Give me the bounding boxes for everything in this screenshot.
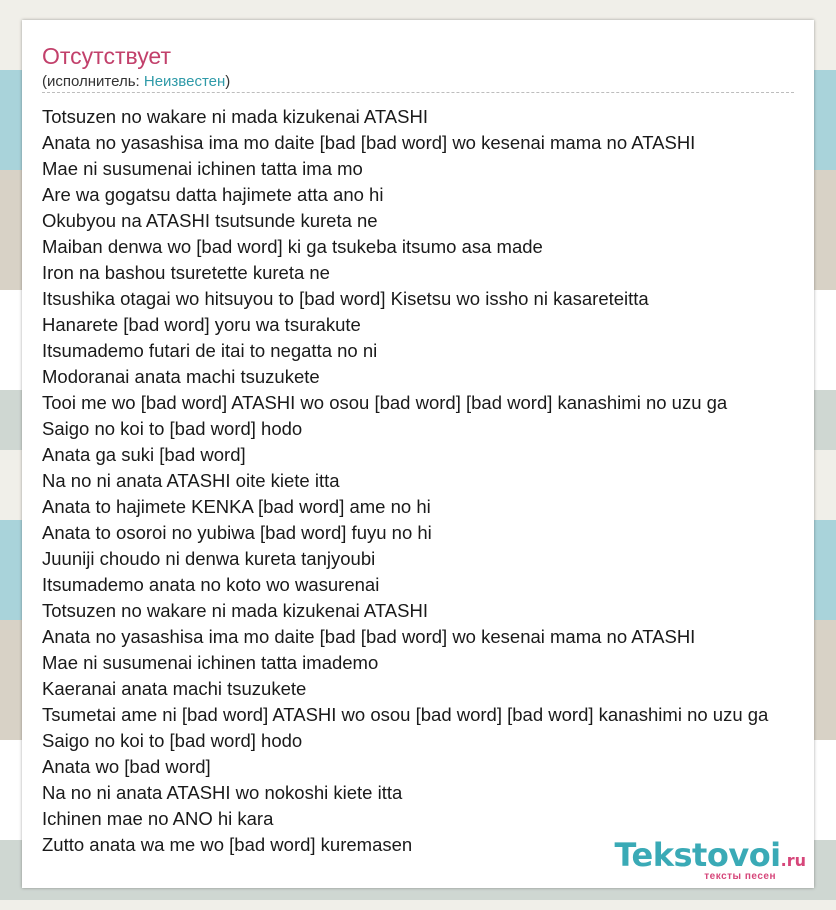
lyric-line: Tooi me wo [bad word] ATASHI wo osou [bad word] [bad word] kanashimi no uzu ga [42, 392, 728, 413]
lyric-line: Mae ni susumenai ichinen tatta imademo [42, 652, 379, 673]
header-divider [42, 92, 794, 93]
lyrics-text [42, 104, 768, 858]
lyric-line: Itsumademo anata no koto wo wasurenai [42, 574, 380, 595]
lyric-line: Iron na bashou tsuretette kureta ne [42, 262, 330, 283]
lyric-line: Kaeranai anata machi tsuzukete [42, 678, 307, 699]
lyric-line: Tsumetai ame ni [bad word] ATASHI wo osou [bad word] [bad word] kanashimi no uzu ga [42, 704, 769, 725]
lyric-line: Na no ni anata ATASHI wo nokoshi kiete itta [42, 782, 403, 803]
lyric-line: Anata to hajimete KENKA [bad word] ame no hi [42, 496, 431, 517]
lyric-line: Are wa gogatsu datta hajimete atta ano hi [42, 184, 384, 205]
site-logo[interactable] [601, 836, 806, 886]
artist-suffix: ) [225, 73, 231, 90]
artist-prefix: (исполнитель: [42, 73, 144, 90]
lyric-line: Mae ni susumenai ichinen tatta ima mo [42, 158, 363, 179]
lyric-line: Anata no yasashisa ima mo daite [bad [bad word] wo kesenai mama no ATASHI [42, 626, 696, 647]
song-header [42, 42, 794, 92]
song-title: Отсутствует [42, 43, 171, 69]
lyric-line: Na no ni anata ATASHI oite kiete itta [42, 470, 340, 491]
lyric-line: Saigo no koi to [bad word] hodo [42, 418, 303, 439]
artist-link[interactable]: Неизвестен [143, 73, 226, 90]
lyric-line: Ichinen mae no ANO hi kara [42, 808, 274, 829]
lyric-line: Totsuzen no wakare ni mada kizukenai ATASHI [42, 600, 428, 621]
logo-suffix: .ru [780, 851, 806, 870]
lyric-line: Saigo no koi to [bad word] hodo [42, 730, 303, 751]
lyric-line: Zutto anata wa me wo [bad word] kuremasen [42, 834, 413, 855]
logo-tagline: тексты песен [704, 871, 776, 882]
artist-line [42, 72, 794, 92]
logo-main-text: Tekstovoi [614, 836, 781, 874]
lyric-line: Anata to osoroi no yubiwa [bad word] fuyu no hi [42, 522, 432, 543]
lyric-line: Anata ga suki [bad word] [42, 444, 246, 465]
lyric-line: Hanarete [bad word] yoru wa tsurakute [42, 314, 361, 335]
lyric-line: Okubyou na ATASHI tsutsunde kureta ne [42, 210, 378, 231]
lyric-line: Totsuzen no wakare ni mada kizukenai ATASHI [42, 106, 428, 127]
lyrics-card [22, 20, 814, 888]
lyric-line: Itsushika otagai wo hitsuyou to [bad word] Kisetsu wo issho ni kasareteitta [42, 288, 649, 309]
lyric-line: Maiban denwa wo [bad word] ki ga tsukeba itsumo asa made [42, 236, 543, 257]
lyric-line: Anata wo [bad word] [42, 756, 211, 777]
lyric-line: Juuniji choudo ni denwa kureta tanjyoubi [42, 548, 376, 569]
lyric-line: Anata no yasashisa ima mo daite [bad [bad word] wo kesenai mama no ATASHI [42, 132, 696, 153]
lyric-line: Modoranai anata machi tsuzukete [42, 366, 320, 387]
lyric-line: Itsumademo futari de itai to negatta no ni [42, 340, 378, 361]
